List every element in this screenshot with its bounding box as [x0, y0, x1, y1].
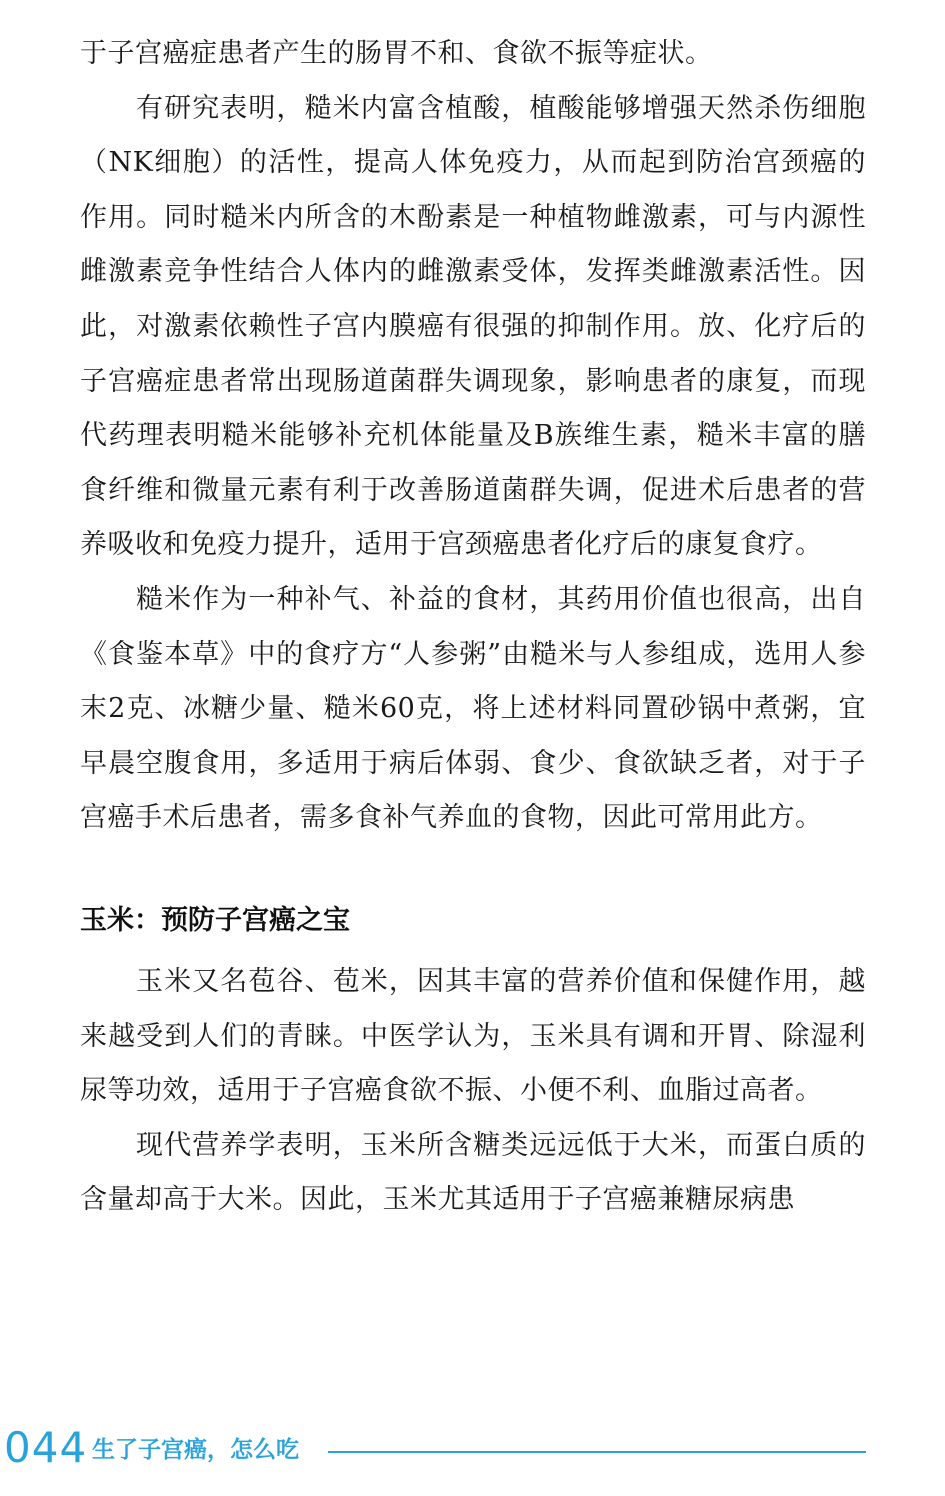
page-content — [80, 27, 866, 1228]
page-footer — [0, 1420, 945, 1480]
page-number: 044 — [4, 1423, 88, 1472]
paragraph-corn-intro: 玉米又名苞谷、苞米，因其丰富的营养价值和保健作用，越来越受到人们的青睐。中医学认为，玉米具有调和开胃、除湿利尿等功效，适用于子宫癌食欲不振、小便不利、血脂过高者。 — [80, 965, 866, 1107]
paragraph-corn-nutrition: 现代营养学表明，玉米所含糖类远远低于大米，而蛋白质的含量却高于大米。因此，玉米尤其适用于子宫癌兼糖尿病患 — [80, 1129, 866, 1216]
section-spacer — [80, 846, 866, 891]
section-title: 玉米：预防子宫癌之宝 — [80, 904, 350, 936]
paragraph-phytic-acid: 有研究表明，糙米内富含植酸，植酸能够增强天然杀伤细胞（NK细胞）的活性，提高人体免疫力，从而起到防治宫颈癌的作用。同时糙米内所含的木酚素是一种植物雌激素，可与内源性雌激素竞争性结合人体内的雌激素受体，发挥类雌激素活性。因此，对激素依赖性子宫内膜癌有很强的抑制作用。放、化疗后的子宫癌症患者常出现肠道菌群失调现象，影响患者的康复，而现代药理表明糙米能够补充机体能量及B族维生素，糙米丰富的膳食纤维和微量元素有利于改善肠道菌群失调，促进术后患者的营养吸收和免疫力提升，适用于宫颈癌患者化疗后的康复食疗。 — [80, 92, 866, 561]
paragraph-ginseng-porridge: 糙米作为一种补气、补益的食材，其药用价值也很高，出自《食鉴本草》中的食疗方“人参粥”由糙米与人参组成，选用人参末2克、冰糖少量、糙米60克，将上述材料同置砂锅中煮粥，宜早晨空腹食用，多适用于病后体弱、食少、食欲缺乏者，对于子宫癌手术后患者，需多食补气养血的食物，因此可常用此方。 — [80, 583, 866, 834]
footer-divider — [328, 1451, 866, 1453]
paragraph-continued: 于子宫癌症患者产生的肠胃不和、食欲不振等症状。 — [80, 38, 713, 69]
running-title: 生了子宫癌，怎么吃 — [92, 1437, 299, 1463]
